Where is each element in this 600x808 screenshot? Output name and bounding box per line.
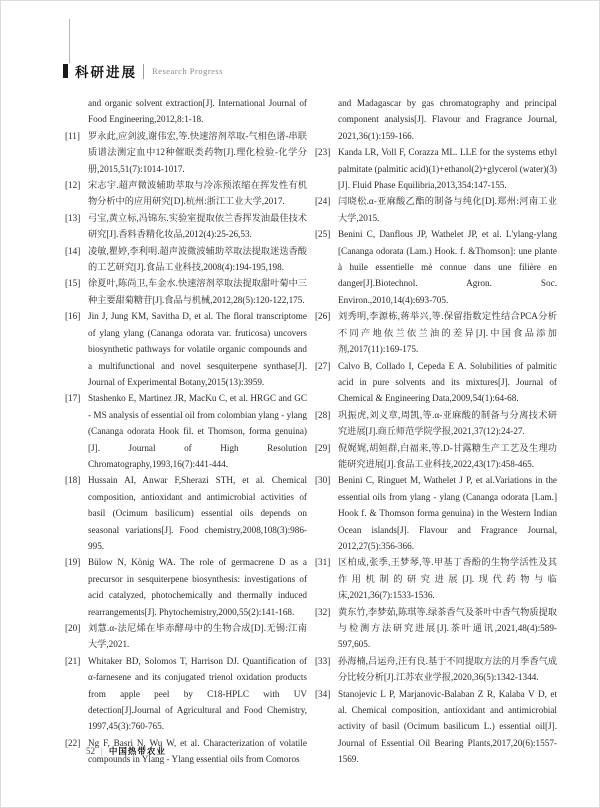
reference-text: Stashenko E, Martinez JR, MacKu C, et al. HRGC and GC - MS analysis of essential oil from colombian ylang - ylang (Cananga odorata Hook fil. et Thomson, forma genuina)[J]. Journal of High Resolution Chromatography,1993,16(7):441-444. [88,393,307,469]
reference-entry [315,193,557,226]
section-title-cn: 科研进展 [75,65,137,80]
reference-text: Stanojevic L P, Marjanovic-Balaban Z R, Kalaba V D, et al. Chemical composition, antioxidant and antimicrobial activity of basil (Ocimum basilicum L.) essential oil[J]. Journal of Essential Oil Bearing Plants,2017,20(6):1557-1569. [338,688,557,765]
reference-number: [28] [315,409,331,420]
reference-text: 宋志宇.超声微波辅助萃取与冷冻预浓缩在挥发性有机物分析中的应用研究[D].杭州:浙江工业大学,2017. [88,180,307,207]
reference-entry [65,128,307,177]
reference-number: [16] [65,311,81,322]
reference-number: [24] [315,196,331,207]
reference-number: [12] [65,180,81,191]
reference-entry [315,604,557,653]
reference-text: Whitaker BD, Solomos T, Harrison DJ. Quantification of α-farnesene and its conjugated trienol oxidation products from apple peel by C18-HPLC with UV detection[J].Journal of Agricultural and Food Chemistry, 1997,45(3):760-765. [88,655,307,732]
reference-number: [34] [315,688,331,699]
reference-number: [15] [65,278,81,289]
reference-continuation [65,95,307,128]
reference-entry [65,308,307,390]
reference-text: 徐夏叶,陈尚卫,车金水.快速溶剂萃取法提取甜叶菊中三种主要甜菊糖苷[J].食品与机械,2012,28(5):120-122,175. [88,278,307,305]
reference-number: [22] [65,737,81,748]
reference-entry [65,210,307,243]
reference-entry [65,390,307,472]
section-title-en: Research Progress [152,66,224,76]
reference-number: [32] [315,606,331,617]
reference-number: [27] [315,360,331,371]
reference-number: [31] [315,557,331,568]
reference-entry [315,653,557,686]
reference-entry [65,620,307,653]
reference-text: Ng F, Basri N, Wu W, et al. Characterization of volatile compounds in Ylang - Ylang essential oils from Comoros [88,737,307,765]
header-separator [143,64,144,79]
reference-entry [65,472,307,554]
left-column [65,95,307,768]
reference-entry [315,407,557,440]
reference-text: 罗永此,应剑波,谢伟宏,等.快速溶剂萃取-气相色谱-串联质谱法测定血中12种催眠类药物[J].理化检验-化学分册,2015,51(7):1014-1017. [88,130,307,174]
reference-continuation [315,95,557,144]
reference-number: [29] [315,442,331,453]
reference-text: and Madagascar by gas chromatography and principal component analysis[J]. Flavour and Fragrance Journal, 2021,36(1):159-166. [338,98,557,141]
reference-text: 巩振虎,刘义章,周凯,等.α-亚麻酸的制备与分离技术研究进展[J].商丘师范学院学报,2021,37(12):24-27. [338,409,557,437]
reference-text: 孙海楠,吕运舟,汪有良.基于不同提取方法的月季香气成分比较分析[J].江苏农业学报,2020,36(5):1342-1344. [338,655,557,683]
reference-entry [315,472,557,554]
reference-number: [13] [65,212,81,223]
reference-text: 刘秀明,李源栋,蒋举兴,等.保留指数定性结合PCA分析不同产地依兰依兰油的差异[J].中国食品添加剂,2017(11):169-175. [338,311,557,355]
reference-number: [18] [65,475,81,486]
reference-text: Benini C, Ringuet M, Wathelet J P, et al.Variations in the essential oils from ylang - ylang (Cananga odorata [Lam.] Hook f. & Thomson forma genuina) in the Western Indian Ocean islands[J]. Flavour and Fragrance Journal, 2012,27(5):356-366. [338,475,557,551]
page-header [63,62,223,80]
right-column [315,95,557,768]
reference-text: Kanda LR, Voll F, Corazza ML. LLE for the systems ethyl palmitate (palmitic acid)(1)+ethanol(2)+glycerol (water)(3)[J]. Fluid Phase Equilibria,2013,354:147-155. [338,147,557,191]
footer-separator: | [101,746,103,756]
reference-text: 区柏成,张季,王梦琴,等.甲基丁香酚的生物学活性及其作用机制的研究进展[J].现代药物与临床,2021,36(7):1533-1536. [338,557,557,601]
reference-entry [315,358,557,407]
references-columns [65,95,557,768]
reference-text: Benini C, Danflous JP, Wathelet JP, et al. L'ylang-ylang [Cananga odorata (Lam.) Hook. f. &Thomson]: une plante à huile essentielle mè connue dans une filière en danger[J].Biotechnol. Agron. Soc. Environ.,2010,14(4):693-705. [338,229,557,305]
reference-text: Hussain AI, Anwar F,Sherazi STH, et al. Chemical composition, antioxidant and antimicrobial activities of basil (Ocimum basilicum) essential oils depends on seasonal variations[J]. Food chemistry,2008,108(3):986-995. [88,475,307,551]
reference-entry [65,177,307,210]
reference-text: 凌敏,瞿婷,李利明.超声波微波辅助萃取法提取迷迭香酸的工艺研究[J].食品工业科技,2008(4):194-195,198. [88,245,307,273]
reference-number: [33] [315,655,331,666]
header-vertical-rule [69,19,70,63]
reference-number: [23] [315,147,331,158]
reference-number: [19] [65,557,81,568]
reference-number: [17] [65,393,81,404]
reference-entry [65,653,307,735]
reference-number: [14] [65,245,81,256]
reference-entry [315,226,557,308]
reference-text: 刘慧.α-法尼烯在毕赤酵母中的生物合成[D].无锡:江南大学,2021. [88,623,307,650]
reference-number: [30] [315,475,331,486]
reference-entry [315,440,557,473]
reference-text: Bülow N, König WA. The role of germacrene D as a precursor in sesquiterpene biosynthesis: investigations of acid catalyzed, photochemically and thermally induced rearrangements[J]. Phytochemistry,2000,55(2):141-168. [88,557,307,617]
reference-entry [65,554,307,620]
reference-text: and organic solvent extraction[J]. International Journal of Food Engineering,2012,8:1-18. [88,98,307,125]
reference-text: 弓宝,黄立标,冯锦东.实验室提取依兰香挥发油最佳技术研究[J].香料香精化妆品,2012(4):25-26,53. [88,212,307,240]
journal-name: 中国热带农业 [108,746,166,756]
reference-number: [11] [65,130,80,141]
reference-number: [21] [65,655,81,666]
reference-entry [315,686,557,768]
reference-text: 倪娓娓,胡姮群,白福来,等.D-甘露糖生产工艺及生理功能研究进展[J].食品工业科技,2022,43(17):458-465. [338,442,557,469]
reference-number: [25] [315,229,331,240]
page-number: 52 [86,746,95,756]
reference-entry [315,554,557,603]
reference-entry [315,308,557,357]
reference-text: Jin J, Jung KM, Savitha D, et al. The floral transcriptome of ylang ylang (Cananga odorata var. fruticosa) uncovers biosynthetic pathways for volatile organic compounds and a multifunctional and novel sesquiterpene synthase[J]. Journal of Experimental Botany,2015(13):3959. [88,311,307,387]
reference-entry [315,144,557,193]
reference-entry [65,275,307,308]
reference-text: Calvo B, Collado I, Cepeda E A. Solubilities of palmitic acid in pure solvents and its mixtures[J]. Journal of Chemical & Engineering Data,2009,54(1):64-68. [338,360,557,404]
page-footer [86,745,166,757]
reference-entry [65,243,307,276]
reference-number: [20] [65,623,81,633]
header-black-bar-icon [63,64,68,78]
reference-text: 闫晓松.α-亚麻酸乙酯的制备与纯化[D].郑州:河南工业大学,2015. [338,196,557,223]
reference-text: 黄东竹,李梦茹,陈琪等.绿茶香气及茶叶中香气物质提取与检测方法研究进展[J].茶叶通讯,2021,48(4):589-597,605. [338,606,557,650]
reference-number: [26] [315,311,331,322]
